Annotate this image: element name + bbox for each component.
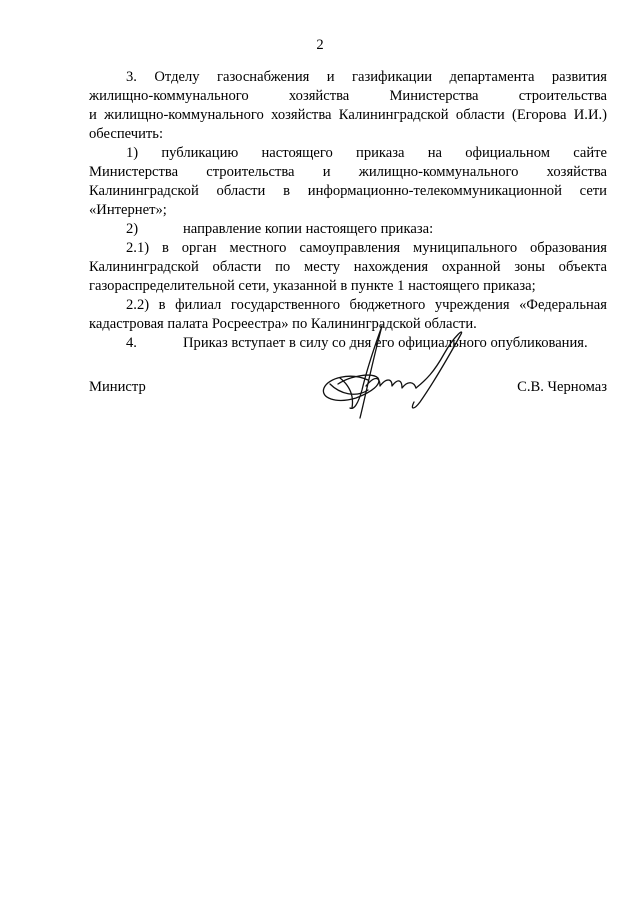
- text-line: и жилищно-коммунального хозяйства Калининградской области (Егорова И.И.): [89, 107, 607, 123]
- text-line: газораспределительной сети, указанной в пункте 1 настоящего приказа;: [89, 278, 536, 294]
- item-text: Приказ вступает в силу со дня его официального опубликования.: [183, 335, 588, 351]
- text-line: 1) публикацию настоящего приказа на официальном сайте: [126, 145, 607, 161]
- text-line: жилищно-коммунального хозяйства Министерства строительства: [89, 88, 607, 104]
- text-line: обеспечить:: [89, 126, 164, 142]
- text-line: [89, 220, 607, 239]
- text-line: кадастровая палата Росреестра» по Калининградской области.: [89, 316, 477, 332]
- list-item-1: [89, 144, 607, 220]
- signatory-name: С.В. Черномаз: [517, 379, 607, 395]
- text-line: 2.1) в орган местного самоуправления муниципального образования: [126, 240, 607, 256]
- text-line: Министерства строительства и жилищно-коммунального хозяйства: [89, 164, 607, 180]
- document-body: [89, 68, 607, 353]
- item-number: 4.: [126, 335, 137, 351]
- text-line: Калининградской области по месту нахождения охранной зоны объекта: [89, 259, 607, 275]
- paragraph-3: [89, 68, 607, 144]
- item-number: 2): [126, 221, 139, 237]
- text-line: 3. Отделу газоснабжения и газификации департамента развития: [126, 69, 607, 85]
- handwritten-signature-icon: [310, 318, 470, 428]
- text-line: Калининградской области в информационно-телекоммуникационной сети: [89, 183, 607, 199]
- signatory-role: Министр: [89, 379, 146, 395]
- page-number: 2: [316, 37, 324, 53]
- item-text: направление копии настоящего приказа:: [183, 221, 434, 237]
- list-item-2-1: [89, 239, 607, 296]
- list-item-2: [89, 220, 607, 239]
- text-line: «Интернет»;: [89, 202, 167, 218]
- text-line: 2.2) в филиал государственного бюджетного учреждения «Федеральная: [126, 297, 607, 313]
